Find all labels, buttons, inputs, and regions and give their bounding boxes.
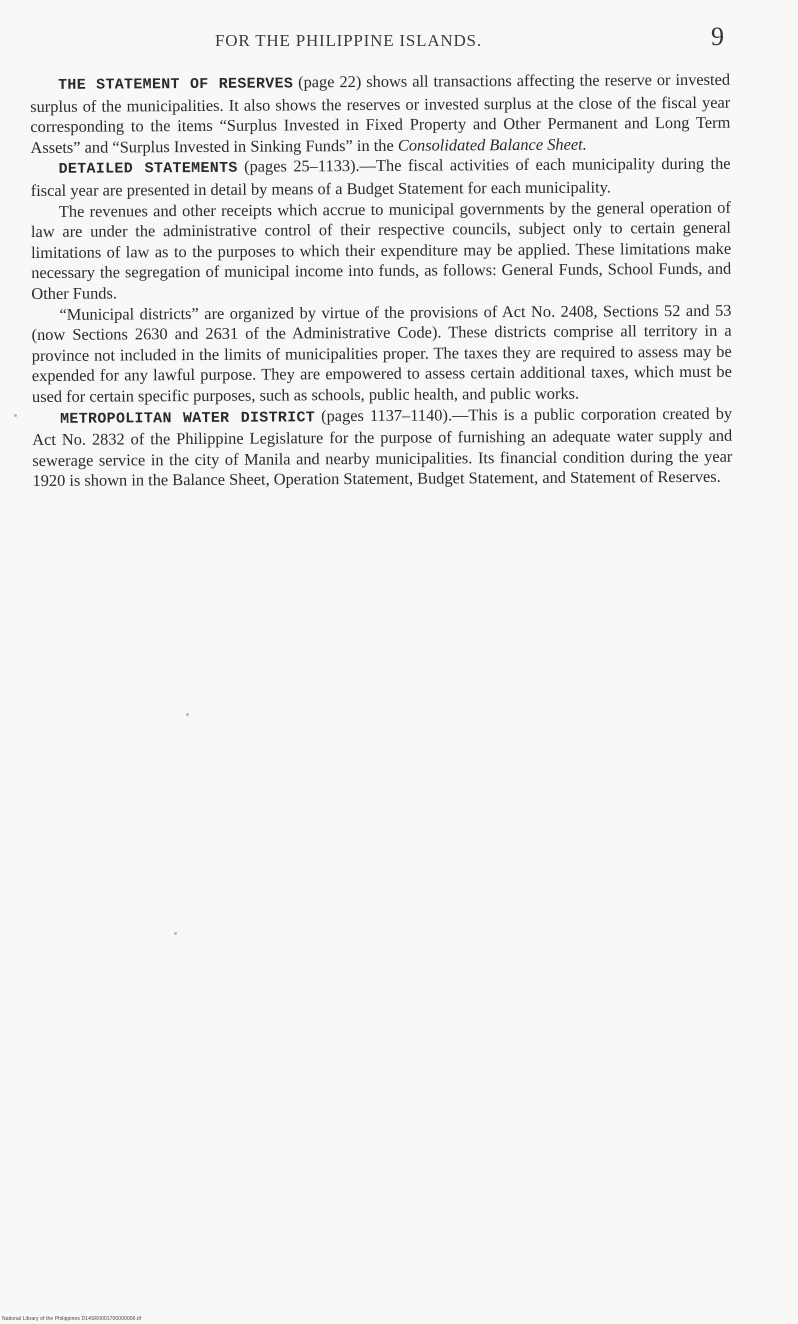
paragraph-municipal-districts [31,300,732,407]
scan-speck [186,713,189,716]
scan-speck [174,932,177,935]
page-number: 9 [711,22,725,51]
running-title: FOR THE PHILIPPINE ISLANDS. [215,31,482,50]
scan-speck [14,414,17,417]
body-text [30,70,733,492]
paragraph-text: (pages 1137–1140).—This is a public corporation created by Act No. 2832 of the Philippine Legislature for the purpose of furnishing an adequate water supply and sewerage service in the city of Manila and nearby municipalities. Its financial condition during the year 1920 is shown in the Balance Sheet, Operation Statement, Budget Statement, and Statement of Reserves. [32,403,733,491]
paragraph-revenues [31,197,732,304]
paragraph-text: (page 22) shows all transactions affecting the reserve or invested surplus of the municipalities. It also shows the reserves or invested surplus at the close of the fiscal year corresponding to the items “Surplus Invested in Fixed Property and Other Permanent and Long Term Assets” and “Surplus Invested in Sinking Funds” in the [30,69,731,157]
paragraph-italic: Consolidated Balance Sheet. [397,134,587,155]
paragraph-lead: THE STATEMENT OF RESERVES [58,75,294,94]
scan-watermark: National Library of the Philippines D14SR0001700000006.tif [2,1316,142,1322]
paragraph-text: “Municipal districts” are organized by virtue of the provisions of Act No. 2408, Sections 52 and 53 (now Sections 2630 and 2631 of the Administrative Code). These districts comprise all territory in a province not included in the limits of municipalities proper. The taxes they are required to assess may be expended for any lawful purpose. They are empowered to assess certain additional taxes, which must be used for certain specific purposes, such as schools, public health, and public works. [31,300,732,406]
paragraph-text: The revenues and other receipts which accrue to municipal governments by the general operation of law are under the administrative control of their respective councils, subject only to certain general limitations of law as to the purposes to which their expenditure may be applied. These limitations make necessary the segregation of municipal income into funds, as follows: General Funds, School Funds, and Other Funds. [30,197,732,303]
paragraph-detailed-statements [31,154,731,201]
paragraph-statement-of-reserves [30,70,731,159]
paragraph-metropolitan-water-district [32,403,733,492]
paragraph-text: (pages 25–1133).—The fiscal activities of each municipality during the fiscal year are presented in detail by means of a Budget Statement for each municipality. [30,154,731,200]
paragraph-lead: DETAILED STATEMENTS [58,160,238,179]
paragraph-lead: METROPOLITAN WATER DISTRICT [60,408,316,428]
